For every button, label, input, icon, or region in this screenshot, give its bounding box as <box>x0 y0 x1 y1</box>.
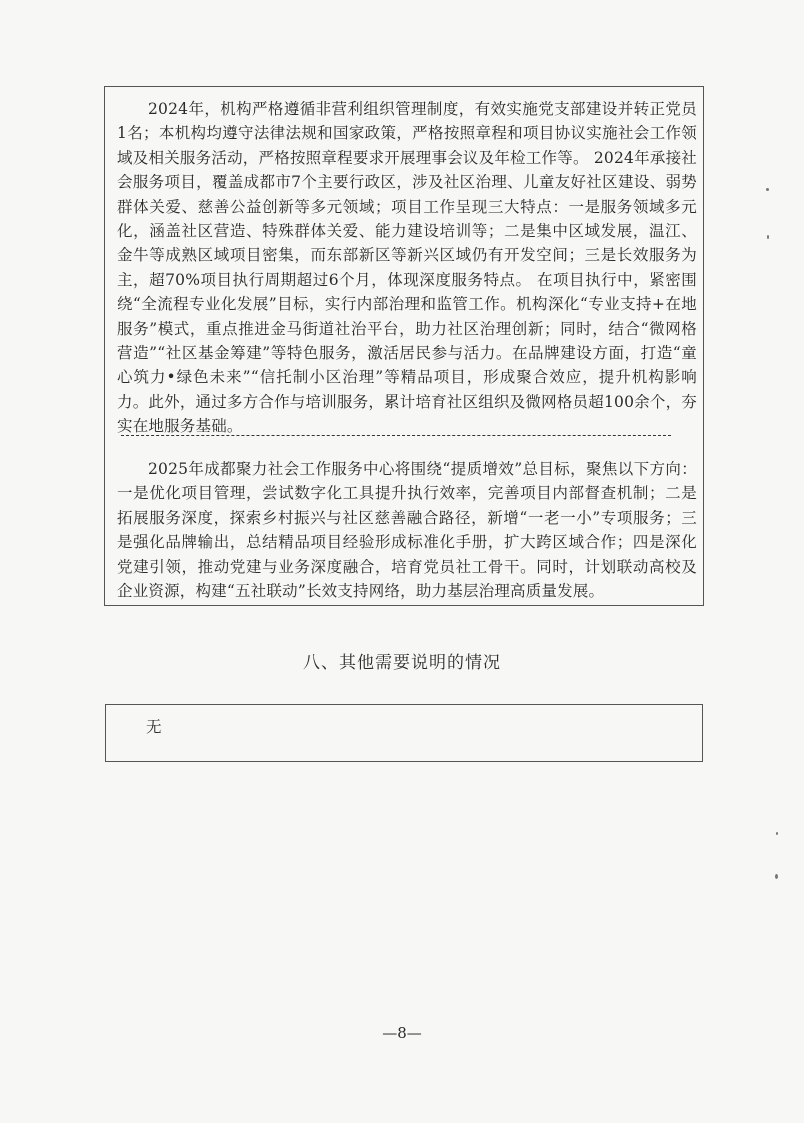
scan-speck <box>775 874 778 879</box>
other-info-content: 无 <box>146 718 162 736</box>
page-number: —8— <box>382 1024 422 1042</box>
section-heading-other: 八、其他需要说明的情况 <box>303 653 501 673</box>
section-1-box <box>104 86 704 606</box>
section-2-box <box>105 704 703 762</box>
scan-speck <box>766 188 769 191</box>
paragraph-2024-summary: 2024年，机构严格遵循非营利组织管理制度，有效实施党支部建设并转正党员1名；本机构均遵守法律法规和国家政策，严格按照章程和项目协议实施社会工作领域及相关服务活动，严格按照章程要求开展理事会议及年检工作等。 2024年承接社会服务项目，覆盖成都市7个主要行政区，涉及社区治理、儿童友好社区建设、弱势群体关爱、慈善公益创新等多元领域；项目工作呈现三大特点：一是服务领域多元化，涵盖社区营造、特殊群体关爱、能力建设培训等；二是集中区域发展，温江、金牛等成熟区域项目密集，而东部新区等新兴区域仍有开发空间；三是长效服务为主，超70%项目执行周期超过6个月，体现深度服务特点。 在项目执行中，紧密围绕“全流程专业化发展”目标，实行内部治理和监管工作。机构深化“专业支持+在地服务”模式，重点推进金马街道社治平台，助力社区治理创新；同时，结合“微网格营造”“社区基金筹建”等特色服务，激活居民参与活力。在品牌建设方面，打造“童心筑力•绿色未来”“信托制小区治理”等精品项目，形成聚合效应，提升机构影响力。此外，通过多方合作与培训服务，累计培育社区组织及微网格员超100余个，夯实在地服务基础。 <box>117 100 697 436</box>
scan-speck <box>767 235 769 239</box>
paragraph-2025-plan: 2025年成都聚力社会工作服务中心将围绕“提质增效”总目标，聚焦以下方向：一是优化项目管理，尝试数字化工具提升执行效率，完善项目内部督查机制；二是拓展服务深度，探索乡村振兴与社区慈善融合路径，新增“一老一小”专项服务；三是强化品牌输出，总结精品项目经验形成标准化手册，扩大跨区域合作；四是深化党建引领，推动党建与业务深度融合，培育党员社工骨干。同时，计划联动高校及企业资源，构建“五社联动”长效支持网络，助力基层治理高质量发展。 <box>117 460 697 601</box>
scan-speck <box>776 832 778 835</box>
dashed-divider <box>121 435 671 436</box>
